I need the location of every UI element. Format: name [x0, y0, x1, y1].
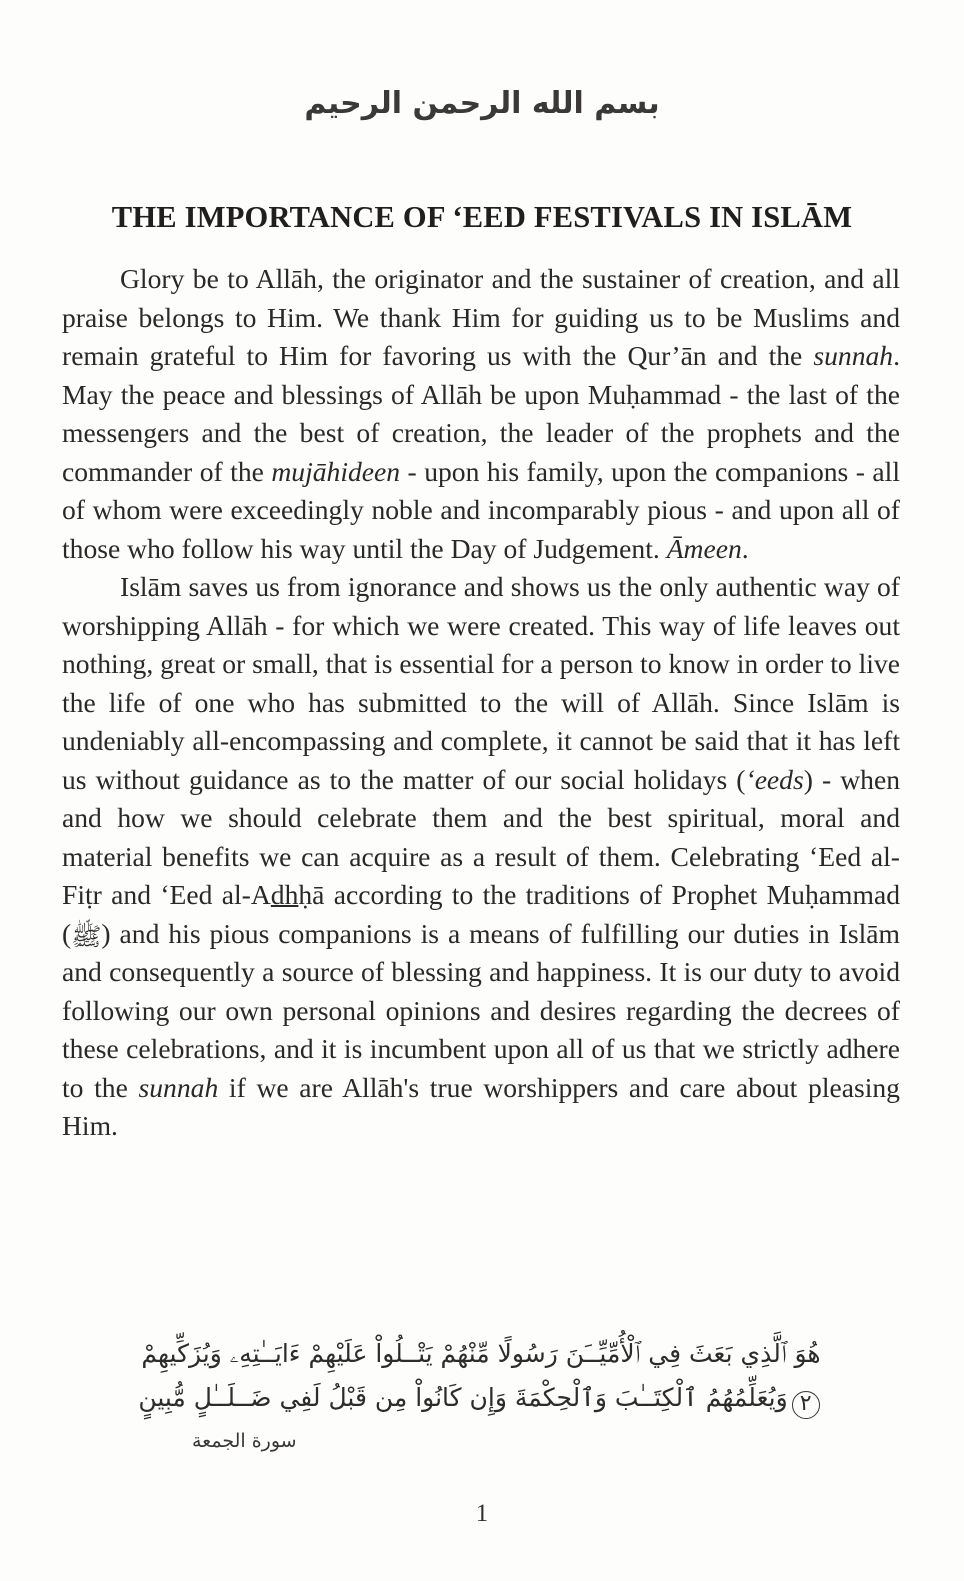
- p2-segment-2: ) - when and how we should celebrate them and the best spiritual, moral and material benefits we can acquire as a result of them. Celebrating ‘Eed al-Fiṭr and ‘Eed al-A: [62, 763, 900, 910]
- p2-segment-4: ) and his pious companions is a means of fulfilling our duties in Islām and consequently a source of blessing and happiness. It is our duty to avoid following our own personal opinions and desires regarding the decrees of these celebrations, and it is incumbent upon all of us that we strictly adhere to the: [62, 917, 900, 1103]
- p2-italic-sunnah: sunnah: [138, 1071, 219, 1103]
- quran-verse-line-1: هُوَ ٱلَّذِي بَعَثَ فِي ٱلْأُمِّيِّــَنَ رَسُولًا مِّنْهُمْ يَتْــلُواْ عَلَيْهِمْ ءَايَــٰتِهِۦ وَيُزَكِّيهِمْ: [141, 1339, 821, 1368]
- p2-segment-3: ḥā according to the traditions of Prophet Muḥammad (: [62, 879, 900, 949]
- salawat-glyph: ﷺ: [71, 921, 102, 951]
- quran-verse-line-2-row: [62, 1376, 900, 1420]
- basmala-heading: بسم الله الرحمن الرحيم: [304, 86, 660, 121]
- quran-verse-block: [62, 1332, 900, 1452]
- p2-segment-5: if we are Allāh's true worshippers and care about pleasing Him.: [62, 1071, 900, 1141]
- quran-verse-line-2: وَيُعَلِّمُهُمُ ٱلْكِتَــٰبَ وَٱلْحِكْمَةَ وَإِن كَانُواْ مِن قَبْلُ لَفِي ضَــلَــٰلٍ مُّبِينٍ: [138, 1383, 788, 1412]
- p1-italic-ameen: Āmeen: [666, 532, 742, 564]
- p1-segment-4: .: [741, 532, 749, 564]
- p2-underlined-dh: dh: [270, 879, 299, 910]
- p2-segment-1: Islām saves us from ignorance and shows us the only authentic way of worshipping Allāh - for which we were created. This way of life leaves out nothing, great or small, that is essential for a person to know in order to live the life of one who has submitted to the will of Allāh. Since Islām is undeniably all-encompassing and complete, it cannot be said that it has left us without guidance as to the matter of our social holidays (: [62, 571, 900, 795]
- body-text: [62, 260, 900, 1184]
- p1-segment-1: Glory be to Allāh, the originator and the sustainer of creation, and all praise belongs to Him. We thank Him for guiding us to be Muslims and remain grateful to Him for favoring us with the Qur’ān and the: [62, 263, 900, 371]
- paragraph-2: [62, 568, 900, 1184]
- p1-segment-2: . May the peace and blessings of Allāh be upon Muḥammad - the last of the messengers and the best of creation, the leader of the prophets and the commander of the: [62, 340, 900, 487]
- p2-italic-eeds: ‘eeds: [745, 763, 804, 795]
- ayah-number-marker: ٢: [792, 1391, 820, 1419]
- p1-italic-mujahideen: mujāhideen: [271, 455, 401, 487]
- page-title: THE IMPORTANCE OF ‘EED FESTIVALS IN ISLĀM: [111, 200, 853, 235]
- p1-italic-sunnah: sunnah: [813, 340, 894, 371]
- page-number: 1: [475, 1500, 489, 1527]
- paragraph-1: [62, 260, 900, 568]
- p1-segment-3: - upon his family, upon the companions - all of whom were exceedingly noble and incomparably pious - and upon all of those who follow his way until the Day of Judgement.: [62, 455, 900, 564]
- surah-reference: سورة الجمعة: [192, 1430, 297, 1452]
